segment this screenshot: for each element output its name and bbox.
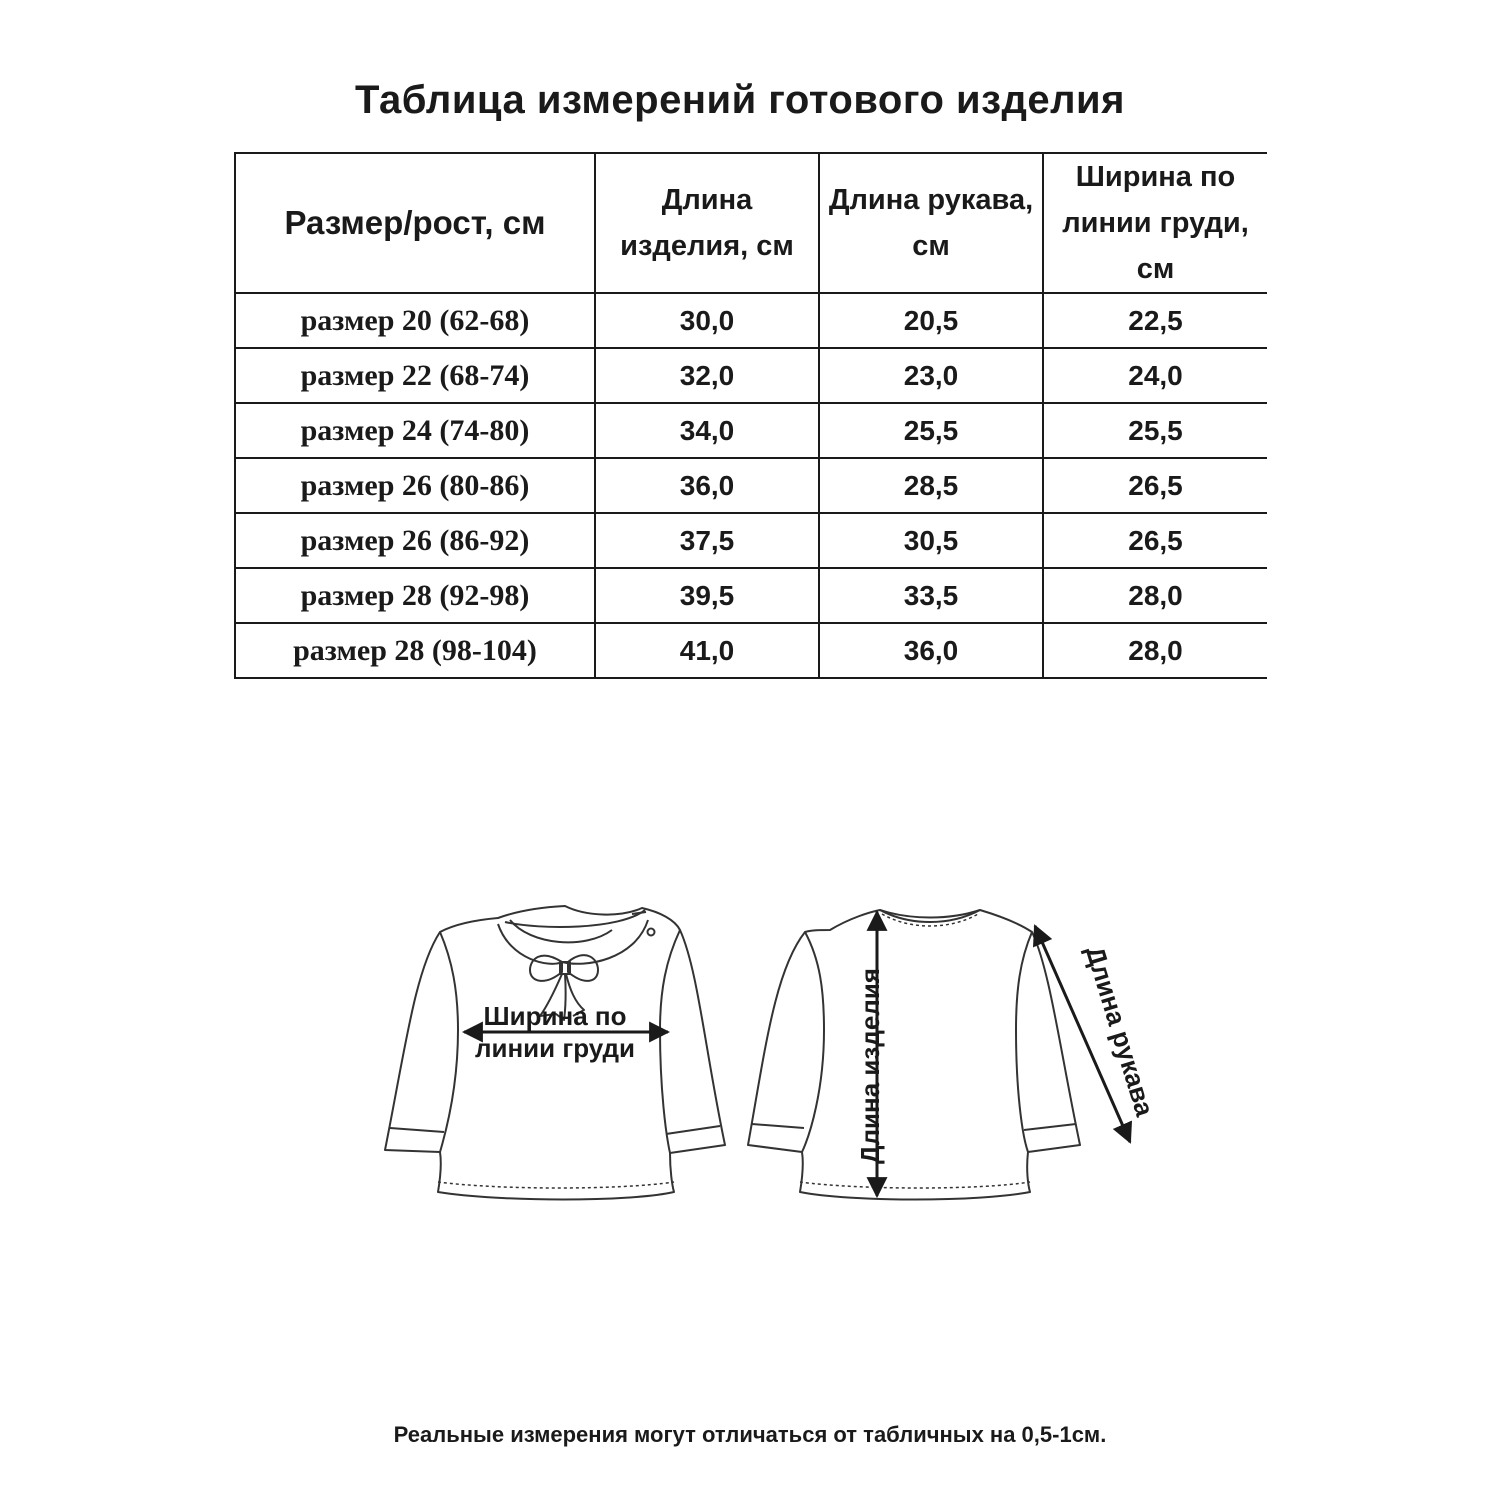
cell-size: размер 28 (92-98) xyxy=(235,568,595,623)
footnote: Реальные измерения могут отличаться от табличных на 0,5-1см. xyxy=(393,1422,1107,1447)
header-chest: Ширина по линии груди, см xyxy=(1043,153,1267,293)
cell-size: размер 20 (62-68) xyxy=(235,293,595,348)
cell-sleeve: 36,0 xyxy=(819,623,1043,678)
cell-sleeve: 23,0 xyxy=(819,348,1043,403)
cell-size: размер 26 (86-92) xyxy=(235,513,595,568)
cell-sleeve: 20,5 xyxy=(819,293,1043,348)
table-row xyxy=(235,513,1267,568)
cell-length: 30,0 xyxy=(595,293,819,348)
size-table xyxy=(234,152,1267,679)
table-row xyxy=(235,348,1267,403)
cell-sleeve: 33,5 xyxy=(819,568,1043,623)
cell-sleeve: 25,5 xyxy=(819,403,1043,458)
header-length: Длина изделия, см xyxy=(595,153,819,293)
cell-length: 34,0 xyxy=(595,403,819,458)
cell-chest: 26,5 xyxy=(1043,458,1267,513)
length-label: Длина изделия xyxy=(855,968,885,1164)
table-row xyxy=(235,568,1267,623)
header-sleeve: Длина рукава, см xyxy=(819,153,1043,293)
page-title: Таблица измерений готового изделия xyxy=(355,78,1125,122)
cell-length: 37,5 xyxy=(595,513,819,568)
table-row xyxy=(235,458,1267,513)
sleeve-label: Длина рукава xyxy=(1079,942,1161,1120)
cell-length: 36,0 xyxy=(595,458,819,513)
cell-length: 32,0 xyxy=(595,348,819,403)
cell-length: 41,0 xyxy=(595,623,819,678)
table-row xyxy=(235,293,1267,348)
table-row xyxy=(235,623,1267,678)
cell-size: размер 28 (98-104) xyxy=(235,623,595,678)
back-view-sketch xyxy=(748,910,1080,1200)
cell-chest: 25,5 xyxy=(1043,403,1267,458)
cell-sleeve: 28,5 xyxy=(819,458,1043,513)
header-size: Размер/рост, см xyxy=(235,153,595,293)
chest-width-label: Ширина по линии груди xyxy=(474,1001,636,1063)
cell-chest: 26,5 xyxy=(1043,513,1267,568)
cell-size: размер 24 (74-80) xyxy=(235,403,595,458)
cell-sleeve: 30,5 xyxy=(819,513,1043,568)
cell-length: 39,5 xyxy=(595,568,819,623)
cell-chest: 28,0 xyxy=(1043,568,1267,623)
cell-chest: 24,0 xyxy=(1043,348,1267,403)
cell-size: размер 26 (80-86) xyxy=(235,458,595,513)
cell-chest: 28,0 xyxy=(1043,623,1267,678)
cell-chest: 22,5 xyxy=(1043,293,1267,348)
table-row xyxy=(235,403,1267,458)
table-header-row xyxy=(235,153,1267,293)
cell-size: размер 22 (68-74) xyxy=(235,348,595,403)
